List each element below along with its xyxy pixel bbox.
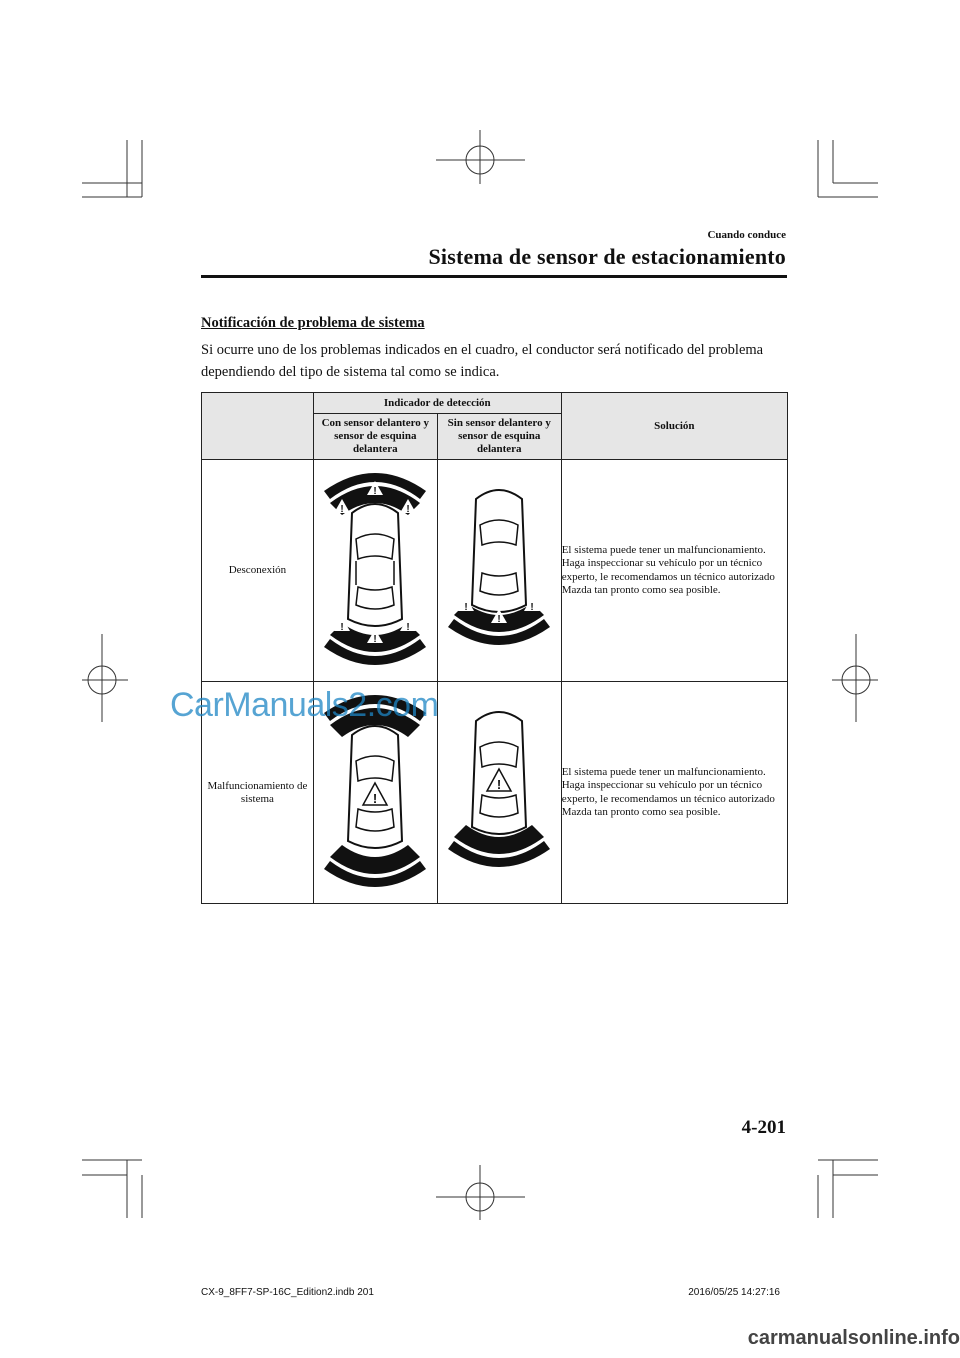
svg-text:!: !: [406, 504, 410, 515]
diagnosis-table: [201, 392, 788, 904]
bottom-watermark: carmanualsonline.info: [747, 1327, 960, 1349]
page-title: Sistema de sensor de estacionamiento: [428, 244, 786, 269]
solution-cell: El sistema puede tener un malfuncionamiento. Haga inspeccionar su vehículo por un técnico experto, le recomendamos un técnico autorizado Mazda tan pronto como sea posible.: [561, 682, 787, 904]
sub-heading: Notificación de problema de sistema: [201, 315, 425, 331]
car-sensor-warning-icon: [320, 469, 430, 669]
condition-label: Malfuncionamiento de sistema: [207, 779, 308, 805]
svg-text:!: !: [373, 486, 377, 497]
svg-text:!: !: [373, 634, 377, 645]
solution-cell: El sistema puede tener un malfuncionamiento. Haga inspeccionar su vehículo por un técnico experto, le recomendamos un técnico autorizado Mazda tan pronto como sea posible.: [561, 460, 787, 682]
car-rear-fault-icon: [444, 701, 554, 881]
svg-text:!: !: [406, 622, 410, 633]
svg-text:!: !: [464, 602, 468, 613]
svg-text:!: !: [530, 602, 534, 613]
car-rear-warning-icon: [444, 479, 554, 659]
svg-text:!: !: [497, 614, 501, 625]
svg-text:!: !: [340, 504, 344, 515]
svg-text:!: !: [497, 777, 502, 792]
intro-paragraph: Si ocurre uno de los problemas indicados en el cuadro, el conductor será notificado del problema dependiendo del tipo de sistema tal como se indica.: [201, 342, 764, 380]
diagram-without-sensor-disconnect: [437, 460, 561, 682]
header-with-sensor: Con sensor delantero y sensor de esquina delantera: [313, 414, 437, 460]
header-indicator: Indicador de detección: [313, 393, 561, 414]
svg-text:!: !: [373, 791, 378, 806]
header-empty-cell: [202, 393, 314, 460]
header-solution: Solución: [561, 393, 787, 460]
footer-filename: CX-9_8FF7-SP-16C_Edition2.indb 201: [201, 1287, 374, 1298]
svg-text:!: !: [340, 622, 344, 633]
page-number: 4-201: [741, 1117, 786, 1138]
condition-cell: [202, 460, 314, 682]
section-label: Cuando conduce: [707, 229, 786, 241]
diagram-without-sensor-malfunction: [437, 682, 561, 904]
condition-label: Desconexión: [228, 564, 287, 576]
table-row: [202, 460, 788, 682]
header-rule: [201, 275, 787, 278]
header-without-sensor: Sin sensor delantero y sensor de esquina delantera: [437, 414, 561, 460]
footer-timestamp: 2016/05/25 14:27:16: [688, 1287, 780, 1298]
diagram-with-sensor-disconnect: [313, 460, 437, 682]
watermark: CarManuals2.com: [170, 686, 439, 724]
